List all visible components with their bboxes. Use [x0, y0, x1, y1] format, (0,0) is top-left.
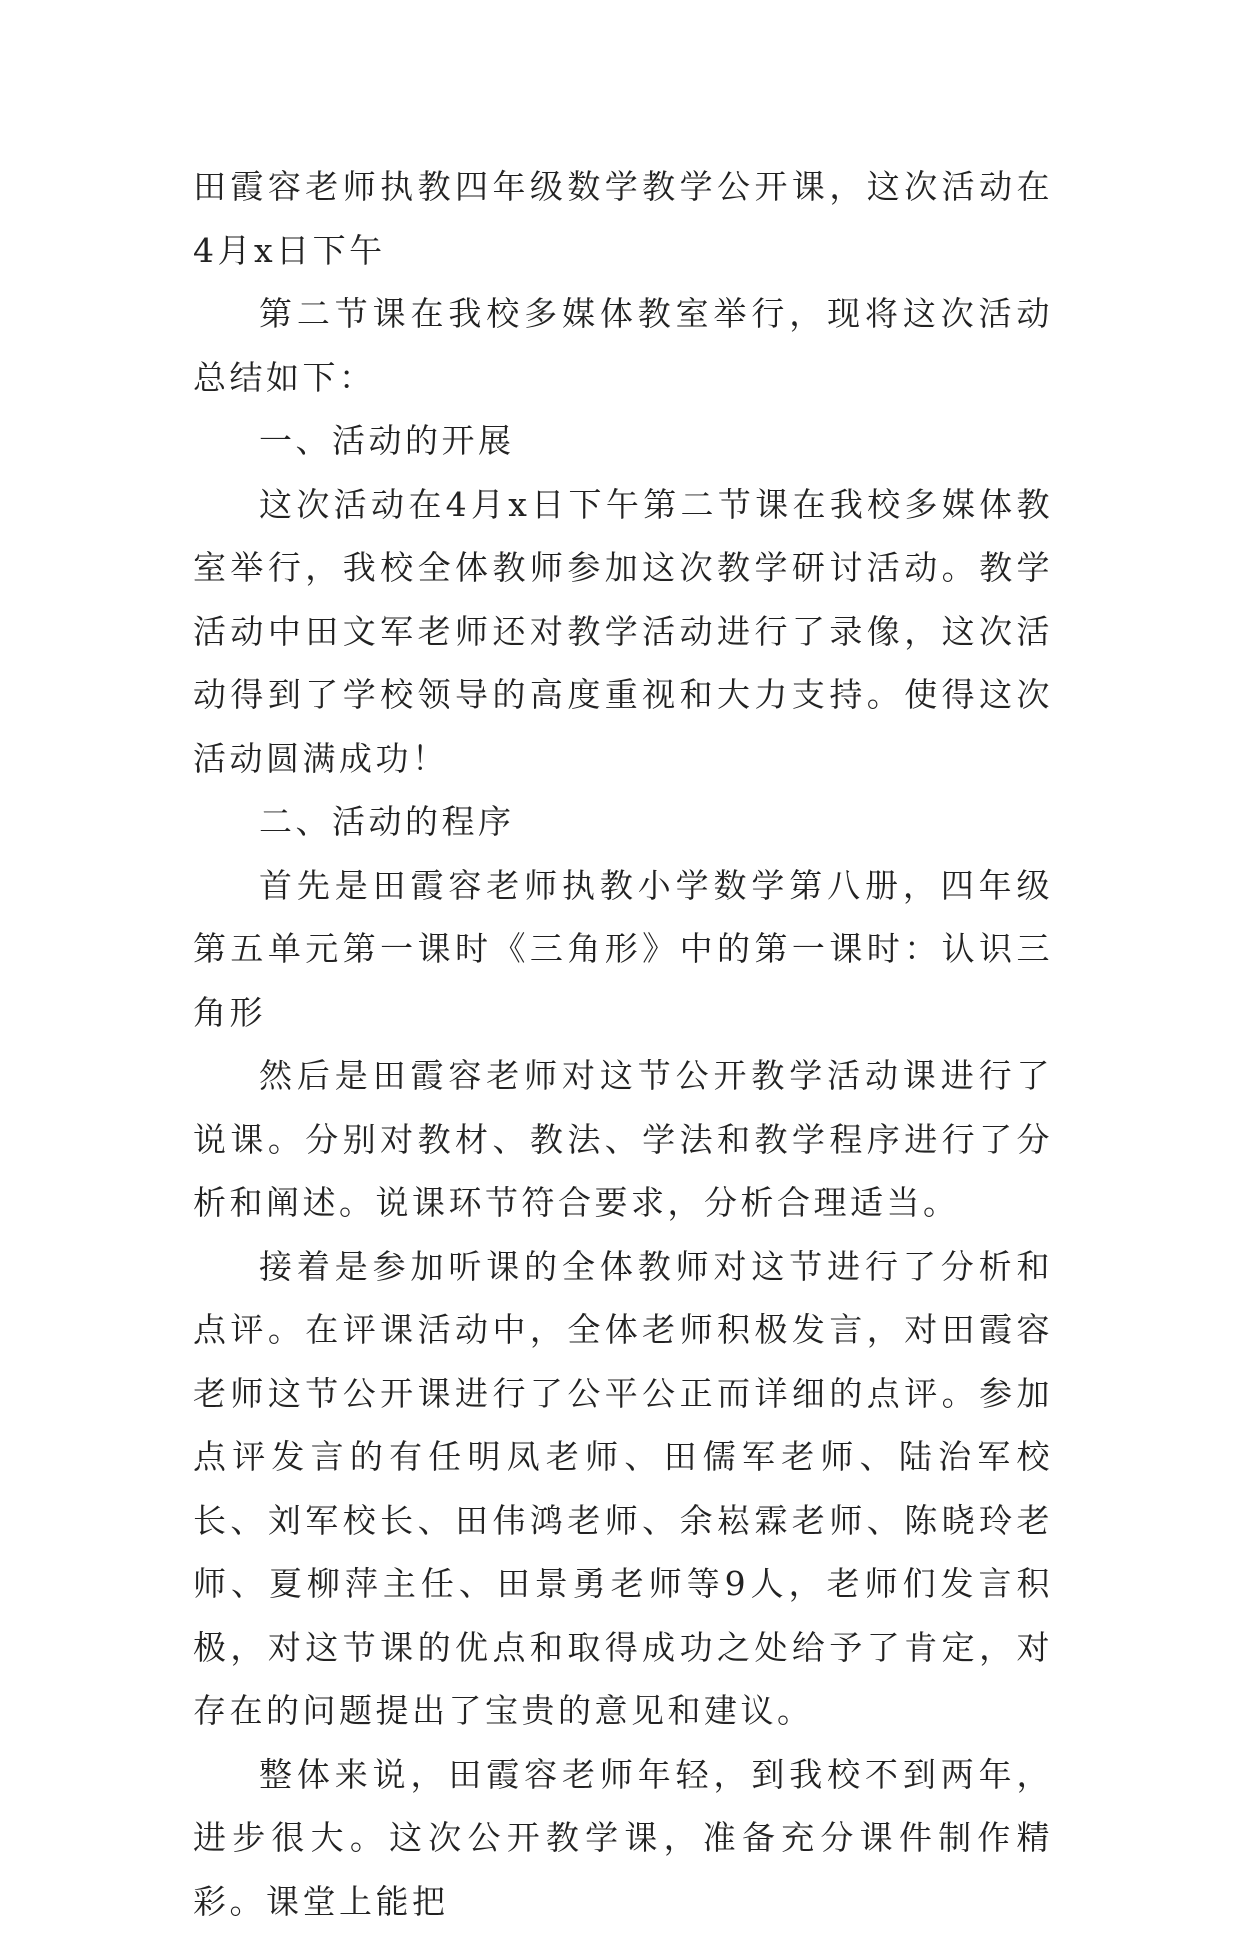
paragraph-intro: 田霞容老师执教四年级数学教学公开课，这次活动在4月x日下午 — [193, 155, 1053, 282]
document-body — [193, 155, 1053, 1933]
paragraph-procedure-first: 首先是田霞容老师执教小学数学第八册，四年级第五单元第一课时《三角形》中的第一课时：认识三角形 — [193, 854, 1053, 1045]
paragraph-activity-development: 这次活动在4月x日下午第二节课在我校多媒体教室举行，我校全体教师参加这次教学研讨活动。教学活动中田文军老师还对教学活动进行了录像，这次活动得到了学校领导的高度重视和大力支持。使得这次活动圆满成功！ — [193, 473, 1053, 791]
paragraph-overall-summary: 整体来说，田霞容老师年轻，到我校不到两年，进步很大。这次公开教学课，准备充分课件制作精彩。课堂上能把 — [193, 1743, 1053, 1933]
section-heading-activity-development: 一、活动的开展 — [193, 409, 1053, 473]
paragraph-intro-continued: 第二节课在我校多媒体教室举行，现将这次活动总结如下： — [193, 282, 1053, 409]
paragraph-procedure-next: 接着是参加听课的全体教师对这节进行了分析和点评。在评课活动中，全体老师积极发言，对田霞容老师这节公开课进行了公平公正而详细的点评。参加点评发言的有任明凤老师、田儒军老师、陆治军校长、刘军校长、田伟鸿老师、余崧霖老师、陈晓玲老师、夏柳萍主任、田景勇老师等9人，老师们发言积极，对这节课的优点和取得成功之处给予了肯定，对存在的问题提出了宝贵的意见和建议。 — [193, 1235, 1053, 1743]
section-heading-activity-procedure: 二、活动的程序 — [193, 790, 1053, 854]
paragraph-procedure-then: 然后是田霞容老师对这节公开教学活动课进行了说课。分别对教材、教法、学法和教学程序进行了分析和阐述。说课环节符合要求，分析合理适当。 — [193, 1044, 1053, 1235]
